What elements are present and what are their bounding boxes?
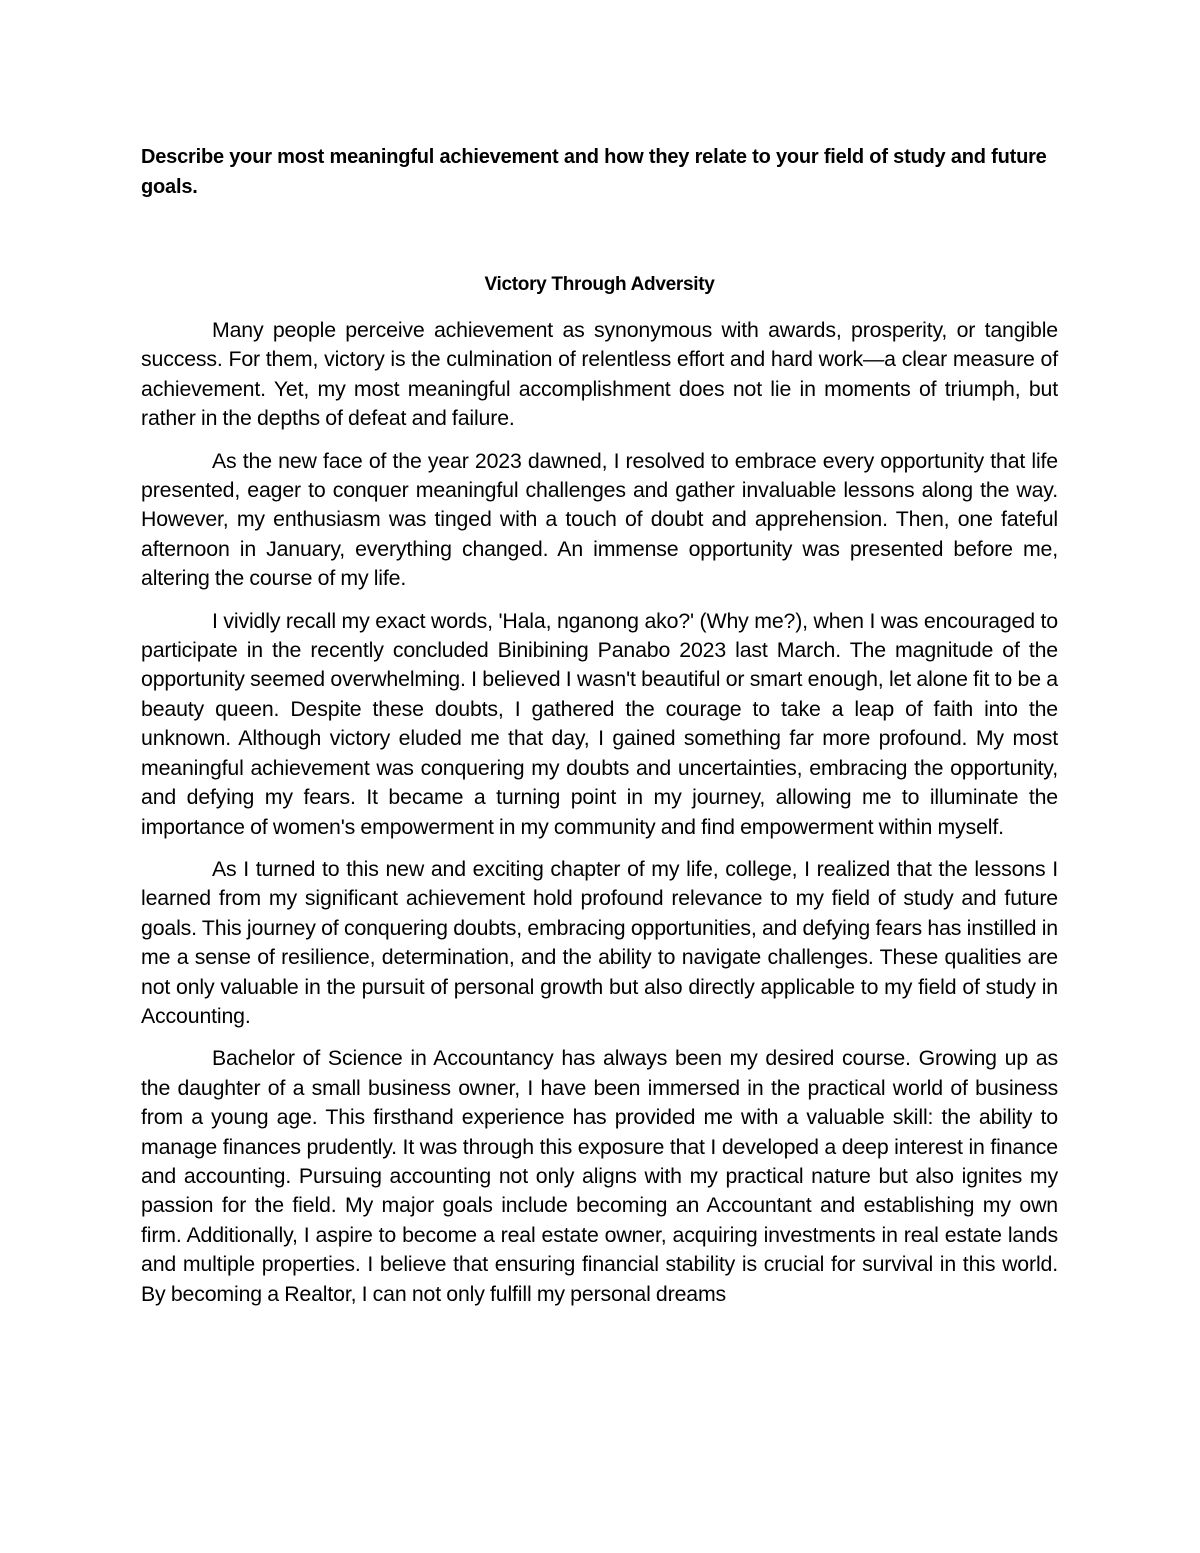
essay-title: Victory Through Adversity <box>484 274 715 295</box>
paragraph-3: I vividly recall my exact words, 'Hala, nganong ako?' (Why me?), when I was encouraged to participate in the recently concluded Binibining Panabo 2023 last March. The magnitude of the opportunity seemed overwhelming. I believed I wasn't beautiful or smart enough, let alone fit to be a beauty queen. Despite these doubts, I gathered the courage to take a leap of faith into the unknown. Although victory eluded me that day, I gained something far more profound. My most meaningful achievement was conquering my doubts and uncertainties, embracing the opportunity, and defying my fears. It became a turning point in my journey, allowing me to illuminate the importance of women's empowerment in my community and find empowerment within myself. <box>141 608 1058 839</box>
essay-prompt: Describe your most meaningful achievement and how they relate to your field of study and future goals. <box>141 146 1047 198</box>
paragraph-5: Bachelor of Science in Accountancy has always been my desired course. Growing up as the daughter of a small business owner, I have been immersed in the practical world of business from a young age. This firsthand experience has provided me with a valuable skill: the ability to manage finances prudently. It was through this exposure that I developed a deep interest in finance and accounting. Pursuing accounting not only aligns with my practical nature but also ignites my passion for the field. My major goals include becoming an Accountant and establishing my own firm. Additionally, I aspire to become a real estate owner, acquiring investments in real estate lands and multiple properties. I believe that ensuring financial stability is crucial for survival in this world. By becoming a Realtor, I can not only fulfill my personal dreams <box>141 1046 1058 1306</box>
paragraph-1: Many people perceive achievement as synonymous with awards, prosperity, or tangible success. For them, victory is the culmination of relentless effort and hard work—a clear measure of achievement. Yet, my most meaningful accomplishment does not lie in moments of triumph, but rather in the depths of defeat and failure. <box>141 318 1058 431</box>
paragraph-2: As the new face of the year 2023 dawned, I resolved to embrace every opportunity that life presented, eager to conquer meaningful challenges and gather invaluable lessons along the way. However, my enthusiasm was tinged with a touch of doubt and apprehension. Then, one fateful afternoon in January, everything changed. An immense opportunity was presented before me, altering the course of my life. <box>141 448 1058 591</box>
document-content <box>141 142 1058 1322</box>
paragraph-4: As I turned to this new and exciting chapter of my life, college, I realized that the lessons I learned from my significant achievement hold profound relevance to my field of study and future goals. This journey of conquering doubts, embracing opportunities, and defying fears has instilled in me a sense of resilience, determination, and the ability to navigate challenges. These qualities are not only valuable in the pursuit of personal growth but also directly applicable to my field of study in Accounting. <box>141 856 1058 1028</box>
